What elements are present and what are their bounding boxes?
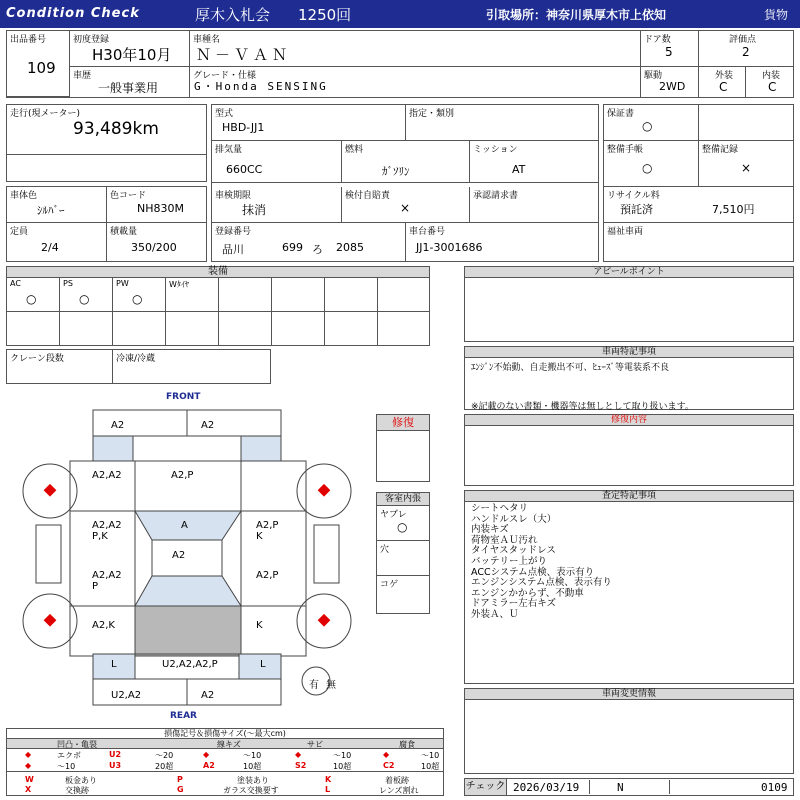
inspector: N [617, 781, 624, 794]
equip-ps-code: PS [63, 279, 73, 288]
legend-text: エクボ [57, 751, 81, 760]
legend-text: レンズ割れ [379, 786, 419, 795]
assessment-panel [464, 490, 794, 684]
damage-mark: U2,A2 [111, 690, 142, 701]
damage-mark: L [260, 659, 266, 670]
cabin-tear-mark: ○ [397, 520, 408, 534]
warranty: ○ [642, 119, 653, 133]
color-code: NH830M [137, 202, 184, 215]
equip-pw-code: PW [116, 279, 129, 288]
assessment-line: 内装キズ [471, 524, 509, 536]
repair-content-panel [464, 414, 794, 486]
maint-rec: × [741, 161, 752, 175]
capacity-label: 定員 [10, 227, 29, 237]
equip-ps-mark: ○ [79, 292, 90, 306]
equip-empty [272, 312, 325, 345]
car-name: Ｎ－ＶＡＮ [196, 46, 292, 64]
front-label: FRONT [166, 392, 201, 402]
damage-mark: A2 [111, 420, 125, 431]
fuel-label: 燃料 [345, 145, 364, 155]
legend-code: G [177, 785, 184, 794]
int-label: 内装 [762, 71, 781, 81]
approval-cell [470, 187, 598, 223]
change-title: 車両変更情報 [465, 689, 793, 700]
mileage-label: 走行(現メーター) [10, 109, 81, 119]
damage-mark: K [256, 531, 263, 542]
cabin-tear [377, 506, 429, 541]
assessment-line: ハンドルスレ（大） [471, 513, 557, 525]
equip-ps [60, 278, 113, 312]
appeal-panel [464, 266, 794, 342]
mileage-block [6, 104, 207, 182]
maint-cell [604, 141, 699, 187]
fuel: ｶﾞｿﾘﾝ [382, 165, 410, 178]
blank-cell [699, 105, 793, 141]
damage-legend [6, 728, 444, 796]
load-cell [107, 223, 206, 261]
warranty-cell [604, 105, 699, 141]
legend-text: 〜10 [333, 751, 352, 760]
assessment-list [471, 504, 612, 621]
legend-text: 交換跡 [65, 786, 89, 795]
color-label: 車体色 [10, 191, 38, 201]
displacement: 660CC [226, 163, 263, 176]
mission: AT [512, 163, 526, 176]
auction-title: 厚木入札会 [195, 6, 271, 24]
damage-mark: K [256, 620, 263, 631]
legend-code: W [25, 775, 34, 784]
equip-ac-code: AC [10, 279, 21, 288]
damage-mark: A2,P [256, 570, 279, 581]
legend-code: C2 [383, 761, 395, 770]
name-label: 車種名 [193, 35, 221, 45]
model: HBD-JJ1 [222, 121, 265, 134]
maint-label: 整備手帳 [607, 145, 644, 155]
legend-text: 〜20 [155, 751, 174, 760]
color: ｼﾙﾊﾞｰ [37, 204, 65, 217]
mission-cell [470, 141, 598, 183]
insurance-label: 検付自賠責 [345, 191, 391, 201]
equip-pw-mark: ○ [132, 292, 143, 306]
recycle-status: 預託済 [620, 203, 653, 216]
mileage: 93,489km [73, 119, 159, 139]
assessment-title: 査定特記事項 [465, 491, 793, 502]
repair-box [376, 414, 430, 482]
legend-text: 板金あり [65, 776, 97, 785]
ext-cell [699, 67, 746, 97]
equip-ac [7, 278, 60, 312]
legend-group-scratch: 線キズ [217, 740, 241, 749]
legend-group-corrosion: 腐食 [399, 740, 415, 749]
damage-mark: A2,K [92, 620, 115, 631]
int-cell [746, 67, 793, 97]
equip-empty [378, 278, 429, 312]
plate-label: 登録番号 [215, 227, 252, 237]
damage-mark: A2,A2 [92, 520, 122, 531]
legend-text: 10超 [421, 762, 440, 771]
equipment-block [6, 266, 430, 346]
welfare-cell [604, 223, 793, 261]
repair-content-title: 修復内容 [465, 415, 793, 426]
mileage-cell [7, 105, 206, 155]
model-label: 型式 [215, 109, 234, 119]
assessment-line: 外装Ａ、Ｕ [471, 608, 519, 620]
welfare-label: 福祉車両 [607, 227, 644, 237]
spare-tire-yes: 有 [309, 680, 319, 691]
assessment-line: エンジンシステム点検、表示有り [471, 577, 612, 589]
vehicle-category: 貨物 [764, 8, 789, 22]
lot-number: 109 [27, 59, 56, 77]
equip-empty [219, 312, 272, 345]
legend-text: 着板跡 [385, 776, 409, 785]
damage-mark: L [111, 659, 117, 670]
check-date: 2026/03/19 [513, 781, 580, 794]
freeze-cell [113, 350, 270, 383]
color-cell [7, 187, 107, 223]
assessment-line: ACCシステム点検、表示有り [471, 566, 595, 578]
legend-diamond-icon: ◆ [383, 750, 390, 759]
grade: G・Honda SENSING [194, 80, 328, 93]
legend-code: K [325, 775, 332, 784]
approval-label: 承認請求書 [473, 191, 519, 201]
plate-region: 品川 [222, 243, 244, 256]
legend-text: 塗装あり [237, 776, 269, 785]
maint-rec-label: 整備記録 [702, 145, 739, 155]
legend-code: A2 [203, 761, 215, 770]
damage-mark: A2,A2 [92, 470, 122, 481]
grade-cell [190, 67, 641, 97]
equip-empty [272, 278, 325, 312]
ext-grade: C [719, 80, 728, 94]
ext-label: 外装 [715, 71, 734, 81]
special-title: 車両特記事項 [465, 347, 793, 358]
score: 2 [742, 45, 750, 59]
damage-mark: A2 [172, 550, 186, 561]
cabin-title: 客室内張 [377, 493, 429, 506]
special-note: ｴﾝｼﾞﾝ不始動、自走搬出不可、ﾋｭｰｽﾞ等電装系不良 [471, 363, 670, 373]
check-row [464, 778, 794, 796]
history-cell [70, 67, 190, 97]
legend-group-header [7, 739, 443, 749]
legend-diamond-icon: ◆ [25, 761, 32, 770]
legend-diamond-icon: ◆ [203, 750, 210, 759]
load: 350/200 [131, 241, 177, 254]
plate-kana: ろ [312, 243, 323, 256]
crane-label: クレーン段数 [10, 354, 64, 364]
color-block [6, 186, 207, 262]
inspection: 抹消 [242, 203, 267, 217]
cabin-hole-label: 穴 [380, 545, 390, 555]
equip-empty [166, 312, 219, 345]
maint: ○ [642, 161, 653, 175]
special-panel [464, 346, 794, 410]
grade-label: グレード・仕様 [193, 71, 257, 81]
damage-mark: P [92, 581, 99, 592]
legend-code: U3 [109, 761, 122, 770]
vehicle-info-block [6, 30, 794, 98]
assessment-line: シートヘタリ [471, 503, 529, 514]
insurance-cell [342, 187, 470, 223]
divider [589, 780, 590, 794]
auction-count: 1250回 [298, 6, 352, 24]
displacement-label: 排気量 [215, 145, 243, 155]
legend-diamond-icon: ◆ [295, 750, 302, 759]
legend-code: X [25, 785, 32, 794]
legend-code: S2 [295, 761, 307, 770]
drive-cell [641, 67, 699, 97]
equipment-title: 装備 [7, 267, 429, 278]
inspection-label: 車検期限 [215, 191, 252, 201]
int-grade: C [768, 80, 777, 94]
first-reg-label: 初度登録 [73, 35, 110, 45]
assessment-line: タイヤスタッドレス [471, 545, 556, 557]
model-cell [212, 105, 406, 141]
drive: 2WD [659, 80, 686, 93]
appeal-title: アピールポイント [465, 267, 793, 278]
assessment-line: エンジンかからず、不動車 [471, 587, 584, 599]
freeze-label: 冷凍/冷蔵 [116, 354, 156, 364]
legend-text: ガラス交換要す [223, 786, 279, 795]
score-cell [699, 31, 793, 67]
header-bar [0, 0, 800, 28]
warranty-label: 保証書 [607, 109, 635, 119]
chassis-label: 車台番号 [409, 227, 446, 237]
assessment-line: バッテリー上がり [471, 555, 548, 567]
damage-mark: A2 [201, 420, 215, 431]
chassis: JJ1-3001686 [416, 241, 483, 254]
equip-empty [60, 312, 113, 345]
inspection-cell [212, 187, 342, 223]
chassis-cell [406, 223, 598, 261]
plate-class: 699 [282, 241, 303, 254]
legend-text: 〜10 [421, 751, 440, 760]
spec-block [211, 104, 599, 262]
legend-size-rows [7, 750, 443, 772]
legend-group-dent: 凹凸・亀裂 [57, 740, 97, 749]
cabin-burn [377, 576, 429, 613]
door-label: ドア数 [644, 35, 671, 45]
score-label: 評価点 [729, 35, 757, 45]
equip-empty [325, 278, 378, 312]
first-reg: H30年10月 [92, 46, 172, 64]
color-code-label: 色コード [110, 191, 147, 201]
doors: 5 [665, 45, 673, 59]
lot-cell [7, 31, 70, 97]
lot-label: 出品番号 [10, 35, 47, 45]
damage-mark: P,K [92, 531, 108, 542]
legend-code: L [325, 785, 331, 794]
damage-mark: A2,A2 [92, 570, 122, 581]
damage-mark: A2,P [256, 520, 279, 531]
equip-wtire-code: Wﾀｲﾔ [169, 280, 189, 289]
capacity-cell [7, 223, 107, 261]
plate-number: 2085 [336, 241, 364, 254]
legend-diamond-icon: ◆ [25, 750, 32, 759]
designation-label: 指定・類別 [409, 109, 455, 119]
cabin-box [376, 492, 430, 614]
condition-check-label: Condition Check [6, 6, 140, 21]
repair-title: 修復 [377, 415, 429, 431]
equip-wtire [166, 278, 219, 312]
damage-mark: A2,P [171, 470, 194, 481]
check-number: 0109 [761, 781, 788, 794]
legend-code: U2 [109, 750, 122, 759]
color-code-cell [107, 187, 206, 223]
rear-label: REAR [170, 711, 197, 721]
insurance: × [400, 201, 411, 215]
legend-text: 10超 [333, 762, 352, 771]
legend-text: 20超 [155, 762, 174, 771]
designation-cell [406, 105, 598, 141]
recycle-fee: 7,510円 [712, 203, 755, 216]
recycle-label: リサイクル料 [607, 191, 660, 201]
load-label: 積載量 [110, 227, 138, 237]
pickup-location: 引取場所：神奈川県厚木市上依知 [486, 8, 667, 22]
crane-freeze-block [6, 349, 271, 384]
fuel-cell [342, 141, 470, 183]
capacity: 2/4 [41, 241, 59, 254]
legend-code-rows [7, 775, 443, 795]
equipment-grid [7, 278, 429, 345]
special-disclaimer: ※記載のない書類・機器等は無しとして取り扱います。 [471, 402, 694, 412]
cabin-tear-label: ヤブレ [380, 510, 407, 520]
crane-cell [7, 350, 113, 383]
equip-empty [7, 312, 60, 345]
first-reg-cell [70, 31, 190, 67]
history-label: 車歴 [73, 71, 92, 81]
legend-code: P [177, 775, 183, 784]
equip-empty [325, 312, 378, 345]
change-panel [464, 688, 794, 774]
docs-block [603, 104, 794, 262]
equip-ac-mark: ○ [26, 292, 37, 306]
mission-label: ミッション [473, 145, 518, 155]
damage-mark: A2 [201, 690, 215, 701]
displacement-cell [212, 141, 342, 183]
legend-text: 〜10 [243, 751, 262, 760]
divider [669, 780, 670, 794]
maint-rec-cell [699, 141, 793, 187]
legend-group-rust: サビ [307, 740, 323, 749]
plate-cell [212, 223, 406, 261]
assessment-line: ドアミラー左右キズ [471, 598, 557, 610]
cabin-burn-label: コゲ [380, 580, 399, 590]
assessment-line: 荷物室ＡＵ汚れ [471, 534, 538, 546]
drive-label: 駆動 [644, 71, 663, 81]
damage-mark: U2,A2,A2,P [162, 659, 218, 670]
history: 一般事業用 [98, 81, 159, 95]
legend-text: 10超 [243, 762, 262, 771]
legend-text: 〜10 [57, 762, 76, 771]
cabin-hole [377, 541, 429, 576]
check-label: チェック [465, 779, 507, 795]
name-cell [190, 31, 641, 67]
legend-title: 損傷記号＆損傷サイズ(〜最大cm) [7, 729, 443, 739]
equip-empty [219, 278, 272, 312]
equip-empty [113, 312, 166, 345]
recycle-cell [604, 187, 793, 223]
equip-pw [113, 278, 166, 312]
door-cell [641, 31, 699, 67]
damage-mark: A [181, 520, 188, 531]
spare-tire-no: 無 [326, 680, 336, 691]
